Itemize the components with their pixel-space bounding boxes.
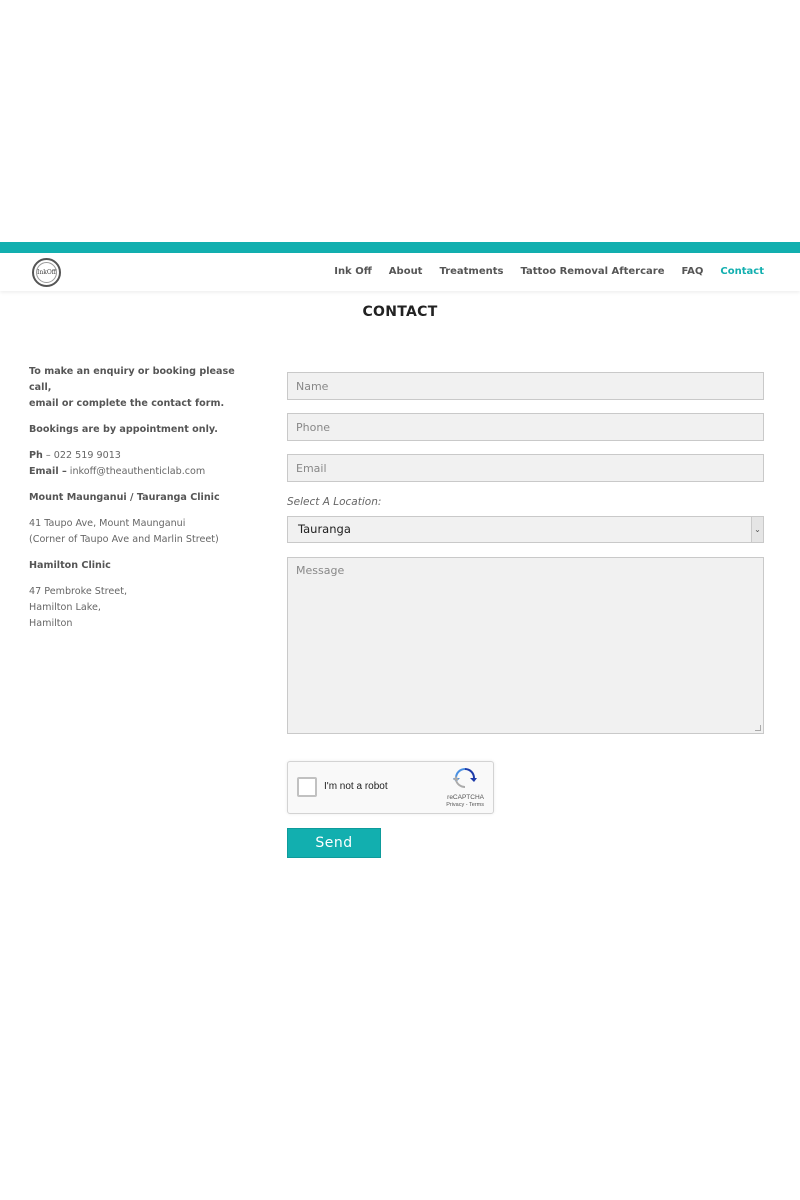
main-nav: [334, 266, 764, 277]
clinic-2-address-line-3: Hamilton: [29, 618, 73, 629]
intro-line-1: To make an enquiry or booking please call,: [29, 366, 235, 393]
clinic-1-title-text: Mount Maunganui / Tauranga Clinic: [29, 492, 220, 503]
location-selected-value: Tauranga: [298, 522, 351, 536]
clinic-2-address-line-1: 47 Pembroke Street,: [29, 586, 128, 597]
contact-details: [29, 448, 259, 480]
nav-item-aftercare[interactable]: Tattoo Removal Aftercare: [520, 266, 665, 277]
message-field[interactable]: [287, 557, 764, 734]
clinic-2-title: [29, 558, 259, 574]
intro-text: [29, 364, 259, 412]
phone-number[interactable]: – 022 519 9013: [42, 450, 121, 461]
site-logo[interactable]: [32, 258, 61, 287]
nav-item-treatments[interactable]: Treatments: [439, 266, 504, 277]
recaptcha-widget: [287, 761, 494, 814]
logo-text: InkOff: [36, 262, 57, 283]
email-label: Email –: [29, 466, 67, 477]
recaptcha-icon: [453, 768, 477, 788]
top-accent-bar: [0, 242, 800, 253]
clinic-2-address-line-2: Hamilton Lake,: [29, 602, 101, 613]
recaptcha-checkbox[interactable]: [297, 777, 317, 797]
chevron-down-icon[interactable]: ⌄: [751, 517, 763, 542]
resize-handle-icon[interactable]: [755, 725, 761, 731]
clinic-1-address-line-2: (Corner of Taupo Ave and Marlin Street): [29, 534, 219, 545]
location-label: Select A Location:: [287, 496, 382, 508]
clinic-1-address: [29, 516, 259, 548]
site-header: [0, 253, 800, 291]
phone-label: Ph: [29, 450, 43, 461]
clinic-2-title-text: Hamilton Clinic: [29, 560, 111, 571]
nav-item-contact[interactable]: Contact: [720, 266, 764, 277]
email-field[interactable]: [287, 454, 764, 482]
recaptcha-label: I'm not a robot: [324, 781, 388, 792]
message-placeholder: Message: [296, 564, 345, 577]
intro-line-2: email or complete the contact form.: [29, 398, 225, 409]
name-field[interactable]: [287, 372, 764, 400]
contact-form: [287, 372, 764, 734]
bookings-note: [29, 422, 259, 438]
clinic-1-address-line-1: 41 Taupo Ave, Mount Maunganui: [29, 518, 186, 529]
phone-field[interactable]: [287, 413, 764, 441]
contact-info: [29, 364, 259, 642]
clinic-1-title: [29, 490, 259, 506]
send-button[interactable]: Send: [287, 828, 381, 858]
nav-item-ink-off[interactable]: Ink Off: [334, 266, 372, 277]
clinic-2-address: [29, 584, 259, 632]
email-address[interactable]: inkoff@theauthenticlab.com: [66, 466, 206, 477]
recaptcha-terms-link[interactable]: Privacy - Terms: [446, 802, 484, 808]
page-title: CONTACT: [362, 304, 438, 320]
nav-item-about[interactable]: About: [388, 266, 423, 277]
bookings-text: Bookings are by appointment only.: [29, 424, 218, 435]
location-select[interactable]: [287, 516, 764, 543]
nav-item-faq[interactable]: FAQ: [681, 266, 704, 277]
recaptcha-brand: reCAPTCHA: [447, 794, 484, 801]
